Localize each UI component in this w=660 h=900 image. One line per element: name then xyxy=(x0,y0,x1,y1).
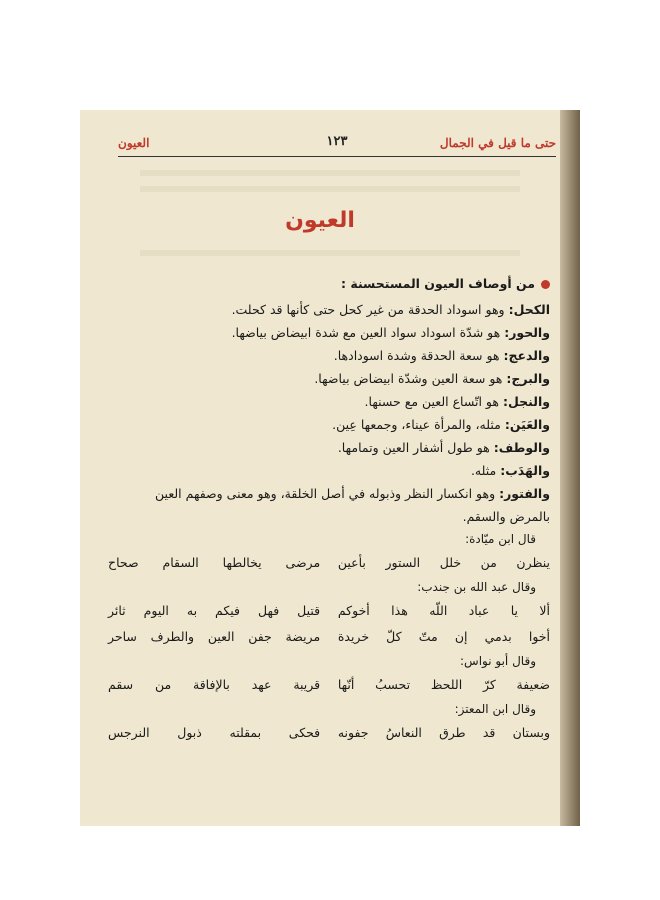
chapter-title: العيون xyxy=(285,208,355,233)
verse-first-hemistich: ينظرن من خلل الستور بأعين xyxy=(337,555,550,570)
bleed-through xyxy=(140,250,520,256)
definition-line: والبرج: هو سعة العين وشدّة ابيضاض بياضها. xyxy=(314,371,550,386)
definition-line: والحور: هو شدّة اسوداد سواد العين مع شدة ابيضاض بياضها. xyxy=(231,325,550,340)
poem-intro: قال ابن ميّادة: xyxy=(465,532,536,546)
definition-line: والنجل: هو اتّساع العين مع حسنها. xyxy=(364,394,550,409)
verse-first-hemistich: ألا يا عباد اللّه هذا أخوكم xyxy=(337,603,550,618)
running-header xyxy=(118,136,556,156)
verse-second-hemistich: مرضى يخالطها السقام صحاح xyxy=(108,555,321,570)
poem-verse xyxy=(108,550,550,576)
verse-second-hemistich: قتيل فهل فيكم به اليوم ثائر xyxy=(108,603,321,618)
poem-intro: وقال أبو نواس: xyxy=(460,654,536,668)
page-body xyxy=(108,270,550,746)
verse-first-hemistich: أخوا بدمي إن متّ كلّ خريدة xyxy=(337,629,550,644)
poem-verse xyxy=(108,624,550,650)
definition-line: والوطف: هو طول أشفار العين وتمامها. xyxy=(337,440,550,455)
verse-second-hemistich: مريضة جفن العين والطرف ساحر xyxy=(108,629,321,644)
poem-verse xyxy=(108,672,550,698)
header-divider xyxy=(118,156,556,157)
definition-line: والعَيَن: مثله، والمرأة عيناء، وجمعها عِين. xyxy=(332,417,550,432)
section-heading: من أوصاف العيون المستحسنة : xyxy=(108,270,550,298)
poem-verse xyxy=(108,720,550,746)
bleed-through xyxy=(140,186,520,192)
poem-intro: وقال عبد الله بن جندب: xyxy=(417,580,536,594)
definition-line: والفتور: وهو انكسار النظر وذبوله في أصل الخلقة، وهو معنى وصفهم العين xyxy=(155,486,550,501)
running-title-chapter: العيون xyxy=(118,136,150,150)
definition-line: الكحل: وهو اسوداد الحدقة من غير كحل حتى كأنها قد كحلت. xyxy=(231,302,550,317)
poem-verse xyxy=(108,598,550,624)
definition-line: والدعج: هو سعة الحدقة وشدة اسودادها. xyxy=(333,348,550,363)
running-title-book: حتى ما قيل في الجمال xyxy=(439,136,556,150)
verse-first-hemistich: وبستان قد طرق النعاسُ جفونه xyxy=(337,725,550,740)
definition-line: والهَدَب: مثله. xyxy=(470,463,550,478)
verse-first-hemistich: ضعيفة كرّ اللحظ تحسبُ أنّها xyxy=(337,677,550,692)
verse-second-hemistich: فحكى بمقلته ذبول النرجس xyxy=(108,725,321,740)
bullet-icon xyxy=(541,280,550,289)
book-page xyxy=(80,110,580,826)
bleed-through xyxy=(140,170,520,176)
poem-intro: وقال ابن المعتز: xyxy=(454,702,536,716)
page-number: ١٢٣ xyxy=(326,134,348,149)
verse-second-hemistich: قريبة عهد بالإفاقة من سقم xyxy=(108,677,321,692)
definition-continuation: بالمرض والسقم. xyxy=(462,509,550,524)
